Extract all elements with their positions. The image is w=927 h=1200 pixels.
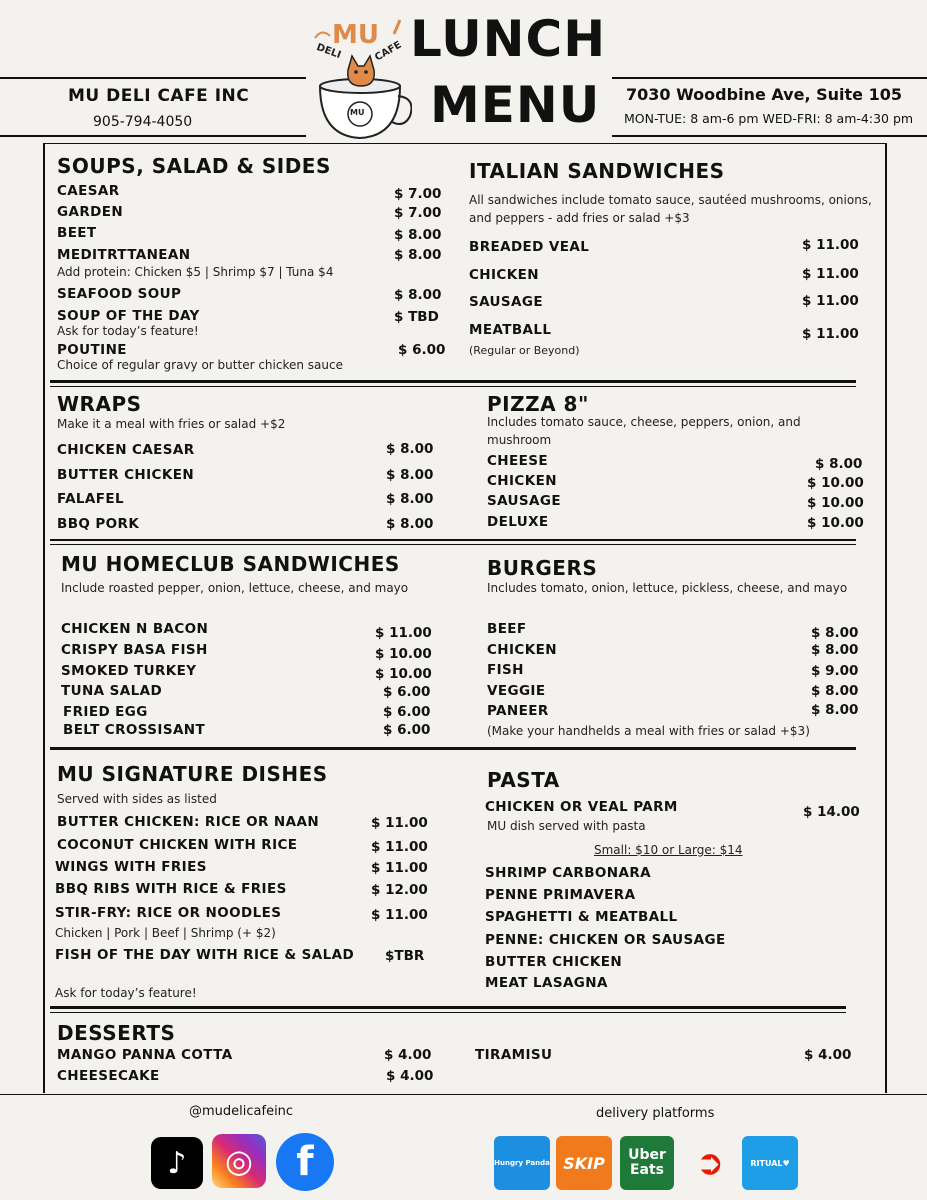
menu-item: CHICKEN	[469, 267, 539, 283]
menu-item: CHICKEN OR VEAL PARM	[485, 799, 678, 815]
homeclub-desc: Include roasted pepper, onion, lettuce, cheese, and mayo	[61, 581, 409, 595]
menu-item: TUNA SALAD	[61, 683, 163, 699]
facebook-icon[interactable]: f	[276, 1133, 334, 1191]
pizza-desc-line2: mushroom	[487, 433, 552, 447]
menu-item: SEAFOOD SOUP	[57, 286, 182, 302]
menu-item: SHRIMP CARBONARA	[485, 865, 651, 881]
italian-desc-line2: and peppers - add fries or salad +$3	[469, 211, 690, 225]
menu-price: $ 10.00	[375, 646, 432, 662]
menu-item: SMOKED TURKEY	[61, 663, 197, 679]
instagram-icon[interactable]: ◎	[212, 1134, 266, 1188]
menu-item: SOUP OF THE DAY	[57, 308, 200, 324]
frame-right	[885, 143, 887, 1093]
menu-item: CAESAR	[57, 183, 120, 199]
menu-item: FISH	[487, 662, 524, 678]
doordash-icon[interactable]: ➲	[695, 1143, 725, 1183]
menu-price: $ 10.00	[375, 666, 432, 682]
italian-desc-line1: All sandwiches include tomato sauce, sautéed mushrooms, onions,	[469, 193, 872, 207]
soups-title: SOUPS, SALAD & SIDES	[57, 154, 331, 178]
menu-price: $ 4.00	[384, 1047, 432, 1063]
menu-price: $ 11.00	[802, 266, 859, 282]
menu-price: $ 6.00	[383, 722, 431, 738]
section-divider-thin	[50, 386, 856, 387]
menu-price: $ 8.00	[394, 287, 442, 303]
menu-price: $ 6.00	[383, 684, 431, 700]
logo-cup-text: MU	[350, 108, 365, 117]
menu-price: $ 10.00	[807, 495, 864, 511]
ritual-icon[interactable]: RITUAL♥	[742, 1136, 798, 1190]
menu-item: CHEESE	[487, 453, 548, 469]
section-divider	[50, 1006, 846, 1009]
menu-item: SAUSAGE	[469, 294, 543, 310]
menu-price: $ 8.00	[811, 642, 859, 658]
menu-price: $ 10.00	[807, 475, 864, 491]
menu-price: $ 7.00	[394, 186, 442, 202]
menu-item: CRISPY BASA FISH	[61, 642, 208, 658]
menu-item: SAUSAGE	[487, 493, 561, 509]
menu-item: BREADED VEAL	[469, 239, 590, 255]
menu-item: FISH OF THE DAY WITH RICE & SALAD	[55, 947, 355, 963]
cafe-name: MU DELI CAFE INC	[68, 86, 250, 106]
menu-price: $ 12.00	[371, 882, 428, 898]
footer-rule	[0, 1094, 927, 1095]
feature-note: Ask for today’s feature!	[57, 324, 199, 338]
menu-item: BBQ RIBS WITH RICE & FRIES	[55, 881, 287, 897]
menu-item: CHEESECAKE	[57, 1068, 160, 1084]
menu-price: $ 8.00	[394, 247, 442, 263]
menu-item: FRIED EGG	[63, 704, 148, 720]
menu-item: GARDEN	[57, 204, 124, 220]
frame-top	[43, 143, 887, 144]
section-divider	[50, 539, 856, 541]
burgers-note: (Make your handhelds a meal with fries or salad +$3)	[487, 724, 810, 738]
menu-price: $ 8.00	[386, 441, 434, 457]
section-divider	[50, 380, 856, 383]
pizza-desc-line1: Includes tomato sauce, cheese, peppers, onion, and	[487, 415, 801, 429]
menu-price: $ 6.00	[398, 342, 446, 358]
menu-price: $ 4.00	[386, 1068, 434, 1084]
menu-item: STIR-FRY: RICE OR NOODLES	[55, 905, 282, 921]
lunch-title: LUNCH	[410, 10, 607, 68]
cafe-phone: 905-794-4050	[93, 114, 193, 130]
menu-price: $ 8.00	[386, 516, 434, 532]
menu-item: CHICKEN	[487, 473, 557, 489]
menu-item: CHICKEN	[487, 642, 557, 658]
pasta-sizes: Small: $10 or Large: $14	[594, 843, 743, 857]
social-handle: @mudelicafeinc	[189, 1104, 294, 1119]
desserts-title: DESSERTS	[57, 1021, 176, 1045]
wraps-desc: Make it a meal with fries or salad +$2	[57, 417, 286, 431]
menu-item: MEAT LASAGNA	[485, 975, 608, 991]
menu-price: $ 6.00	[383, 704, 431, 720]
tiktok-icon[interactable]: ♪	[151, 1137, 203, 1189]
menu-price: $ 9.00	[811, 663, 859, 679]
menu-price: $ 8.00	[811, 702, 859, 718]
menu-item: BBQ PORK	[57, 516, 140, 532]
menu-price: $ 8.00	[811, 683, 859, 699]
menu-item: POUTINE	[57, 342, 127, 358]
menu-item: CHICKEN CAESAR	[57, 442, 195, 458]
menu-item: FALAFEL	[57, 491, 125, 507]
menu-item: PANEER	[487, 703, 549, 719]
menu-title: MENU	[430, 76, 601, 134]
cafe-logo	[312, 16, 412, 142]
menu-item: CHICKEN N BACON	[61, 621, 209, 637]
menu-price: $ 11.00	[371, 907, 428, 923]
menu-price: $ 11.00	[802, 293, 859, 309]
protein-note: Add protein: Chicken $5 | Shrimp $7 | Tuna $4	[57, 265, 334, 279]
header-rule-right-bottom	[612, 135, 927, 137]
menu-price: $ 8.00	[815, 456, 863, 472]
menu-price: $ 14.00	[803, 804, 860, 820]
menu-item: SPAGHETTI & MEATBALL	[485, 909, 678, 925]
menu-item: BEET	[57, 225, 97, 241]
menu-item: MEATBALL	[469, 322, 552, 338]
pasta-title: PASTA	[487, 768, 560, 792]
header-rule-left-top	[0, 77, 306, 79]
menu-price: $ 11.00	[802, 326, 859, 342]
menu-item: DELUXE	[487, 514, 549, 530]
menu-price: $ 4.00	[804, 1047, 852, 1063]
menu-item: COCONUT CHICKEN WITH RICE	[57, 837, 298, 853]
parm-note: MU dish served with pasta	[487, 819, 646, 833]
homeclub-title: MU HOMECLUB SANDWICHES	[61, 552, 400, 576]
header-rule-right-top	[612, 77, 927, 79]
menu-item: BELT CROSSISANT	[63, 722, 206, 738]
logo-mu-text: MU	[332, 20, 379, 50]
menu-item: MANGO PANNA COTTA	[57, 1047, 233, 1063]
menu-item: MEDITRTTANEAN	[57, 247, 191, 263]
menu-price: $ 11.00	[802, 237, 859, 253]
menu-item: BUTTER CHICKEN	[485, 954, 623, 970]
menu-price: $ 11.00	[375, 625, 432, 641]
cafe-hours: MON-TUE: 8 am-6 pm WED-FRI: 8 am-4:30 pm	[624, 111, 914, 126]
menu-item: VEGGIE	[487, 683, 546, 699]
menu-price: $ 7.00	[394, 205, 442, 221]
poutine-note: Choice of regular gravy or butter chicken sauce	[57, 358, 343, 372]
uber-eats-icon[interactable]: Uber Eats	[620, 1136, 674, 1190]
signature-feature-note: Ask for today’s feature!	[55, 986, 197, 1000]
menu-price: $ 8.00	[386, 491, 434, 507]
menu-price: $ 11.00	[371, 815, 428, 831]
menu-price: $ 8.00	[386, 467, 434, 483]
cafe-address: 7030 Woodbine Ave, Suite 105	[626, 85, 902, 104]
logo-deli-text: DELI	[314, 42, 343, 61]
menu-price: $ 10.00	[807, 515, 864, 531]
signature-desc: Served with sides as listed	[57, 792, 217, 806]
section-divider	[50, 747, 856, 750]
hungry-panda-icon[interactable]: Hungry Panda	[494, 1136, 550, 1190]
wraps-title: WRAPS	[57, 392, 142, 416]
menu-item: PENNE: CHICKEN OR SAUSAGE	[485, 932, 726, 948]
menu-price: $TBR	[385, 948, 425, 964]
menu-price: $ 11.00	[371, 839, 428, 855]
section-divider-thin	[50, 1012, 846, 1013]
menu-item: TIRAMISU	[475, 1047, 553, 1063]
frame-left	[43, 143, 45, 1093]
delivery-label: delivery platforms	[596, 1106, 715, 1121]
menu-price: $ TBD	[394, 309, 439, 325]
menu-item: WINGS WITH FRIES	[55, 859, 207, 875]
menu-price: $ 8.00	[811, 625, 859, 641]
logo-cafe-text: CAFE	[373, 39, 404, 64]
menu-price: $ 8.00	[394, 227, 442, 243]
pizza-title: PIZZA 8"	[487, 392, 589, 416]
menu-item: BEEF	[487, 621, 527, 637]
stirfry-note: Chicken | Pork | Beef | Shrimp (+ $2)	[55, 926, 276, 940]
menu-item: PENNE PRIMAVERA	[485, 887, 636, 903]
meatball-note: (Regular or Beyond)	[469, 344, 580, 357]
menu-item: BUTTER CHICKEN	[57, 467, 195, 483]
skip-icon[interactable]: SKIP	[556, 1136, 612, 1190]
header-rule-left-bottom	[0, 135, 306, 137]
italian-title: ITALIAN SANDWICHES	[469, 159, 725, 183]
section-divider-thin	[50, 544, 856, 545]
signature-title: MU SIGNATURE DISHES	[57, 762, 328, 786]
menu-item: BUTTER CHICKEN: RICE OR NAAN	[57, 814, 320, 830]
menu-price: $ 11.00	[371, 860, 428, 876]
burgers-title: BURGERS	[487, 556, 598, 580]
burgers-desc: Includes tomato, onion, lettuce, pickless, cheese, and mayo	[487, 581, 848, 595]
